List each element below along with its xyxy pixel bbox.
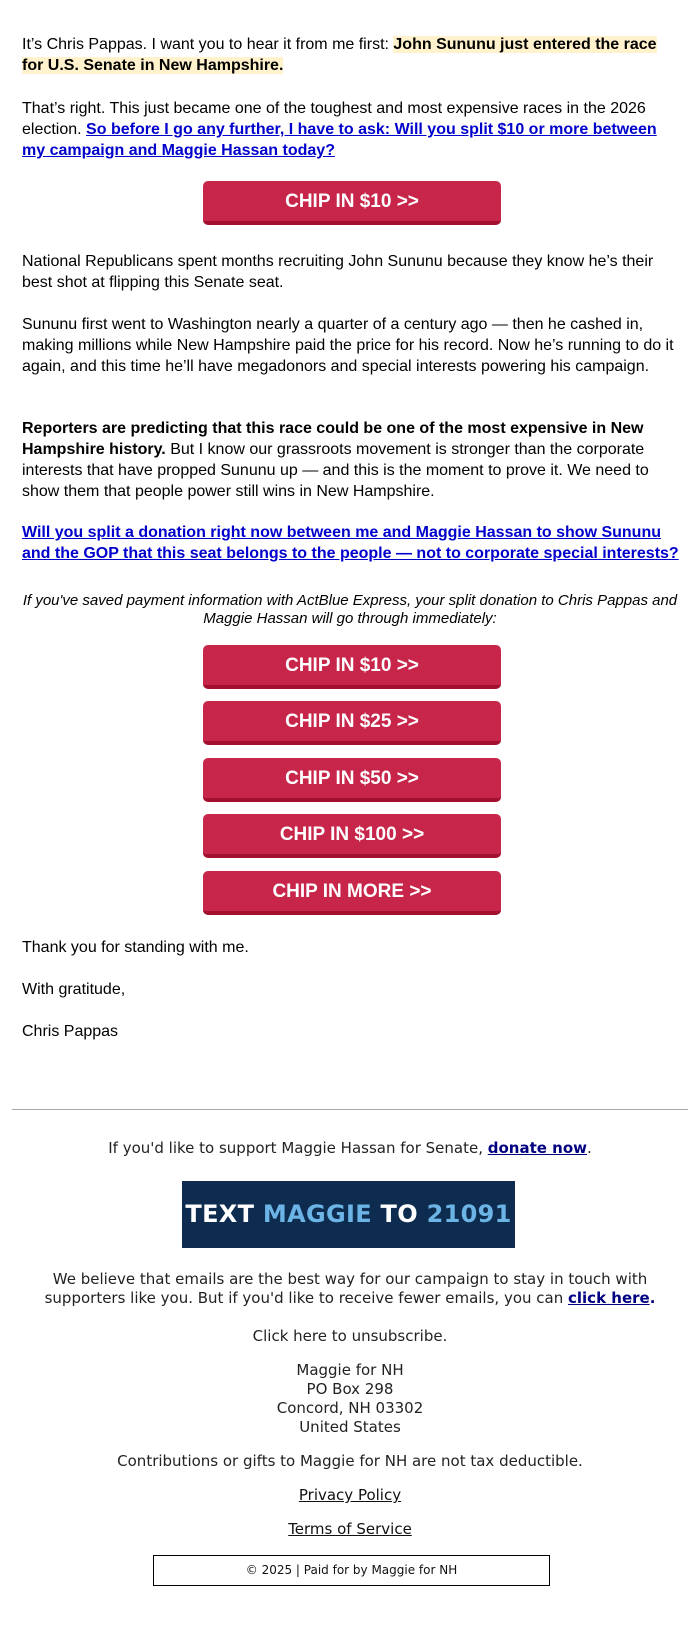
support-line [10,1139,690,1158]
button-label: CHIP IN $50 >> [285,768,419,789]
paragraph-recruiting: National Republicans spent months recruiting John Sununu because they know he’s their best shot at flipping this Senate seat. [22,253,654,291]
footer-divider [12,1109,688,1110]
address-line: Maggie for NH [296,1361,404,1379]
button-label: CHIP IN $10 >> [285,191,419,212]
thanks-line: Thank you for standing with me. [22,939,249,956]
intro-highlight: John Sununu just entered the race for U.S. Senate in New Hampshire. [22,36,657,74]
paragraph-rest: But I know our grassroots movement is stronger than the corporate interests that have propped Sununu up — and this is the moment to prove it. We need to show them that people power still wins in New Hampshire. [22,441,649,500]
paid-for-by-box [153,1555,550,1586]
signature: Chris Pappas [22,1023,119,1040]
donate-now-link[interactable]: donate now [487,1139,587,1157]
address-line: United States [299,1418,401,1436]
fewer-emails-text: We believe that emails are the best way for our campaign to stay in touch with supporters like you. But if you'd like to receive fewer emails, you can [44,1270,648,1307]
address-line: Concord, NH 03302 [276,1399,424,1417]
fewer-period: . [649,1289,656,1307]
support-text: If you'd like to support Maggie Hassan for Senate, [108,1139,488,1157]
split-ask-link[interactable]: So before I go any further, I have to ask: Will you split $10 or more between my campaign and Maggie Hassan today? [22,121,657,159]
chip-in-50-button[interactable] [203,758,501,802]
address-line: PO Box 298 [306,1380,394,1398]
privacy-policy-link[interactable]: Privacy Policy [298,1486,402,1504]
intro-lead: It’s Chris Pappas. I want you to hear it from me first: [22,36,394,53]
unsubscribe-text: Click here to unsubscribe. [252,1327,448,1345]
chip-in-more-button[interactable] [203,871,501,915]
button-label: CHIP IN MORE >> [272,881,432,902]
tax-disclaimer: Contributions or gifts to Maggie for NH are not tax deductible. [117,1452,583,1470]
paragraph-text: That’s right. This just became one of the toughest and most expensive races in the 2026 election. [22,100,646,138]
unsubscribe-link[interactable] [10,1327,690,1346]
chip-in-10-top-button[interactable] [203,181,501,225]
support-period: . [587,1139,592,1157]
chip-in-25-button[interactable] [203,701,501,745]
chip-in-10-button[interactable] [203,645,501,689]
mailing-address [10,1361,690,1437]
banner-text-word: TEXT [185,1200,263,1228]
privacy-policy-line [10,1486,690,1505]
banner-to-word: TO [371,1200,427,1228]
paragraph-expensive-race [22,418,680,502]
actblue-express-note: If you've saved payment information with ActBlue Express, your split donation to Chris Pappas and Maggie Hassan will go through immediately: [22,592,678,627]
banner-number: 21091 [426,1200,512,1228]
paragraph-toughest-race [22,98,680,161]
banner-maggie-word: MAGGIE [262,1200,372,1228]
paragraph-donation-ask [22,522,680,564]
button-label: CHIP IN $25 >> [285,711,419,732]
split-donation-link[interactable]: Will you split a donation right now between me and Maggie Hassan to show Sununu and the GOP that this seat belongs to the people — not to corporate special interests? [22,524,679,562]
fewer-emails-link[interactable]: click here [568,1289,650,1307]
closing-line: With gratitude, [22,981,126,998]
button-label: CHIP IN $100 >> [279,824,425,845]
button-label: CHIP IN $10 >> [285,655,419,676]
text-maggie-banner[interactable] [182,1181,515,1248]
chip-in-100-button[interactable] [203,814,501,858]
fewer-emails-line [10,1270,690,1308]
terms-of-service-link[interactable]: Terms of Service [288,1520,412,1538]
paragraph-sununu-history: Sununu first went to Washington nearly a quarter of a century ago — then he cashed in, making millions while New Hampshire paid the price for his record. Now he’s running to do it again, and this time he’ll have megadonors and special interests powering his campaign. [22,316,674,375]
terms-of-service-line [10,1520,690,1539]
banner-text [182,1181,515,1248]
bold-statement: Reporters are predicting that this race could be one of the most expensive in New Hampshire history. [22,420,644,458]
intro-paragraph [22,34,680,76]
copyright-text: © 2025 | Paid for by Maggie for NH [245,1563,458,1577]
